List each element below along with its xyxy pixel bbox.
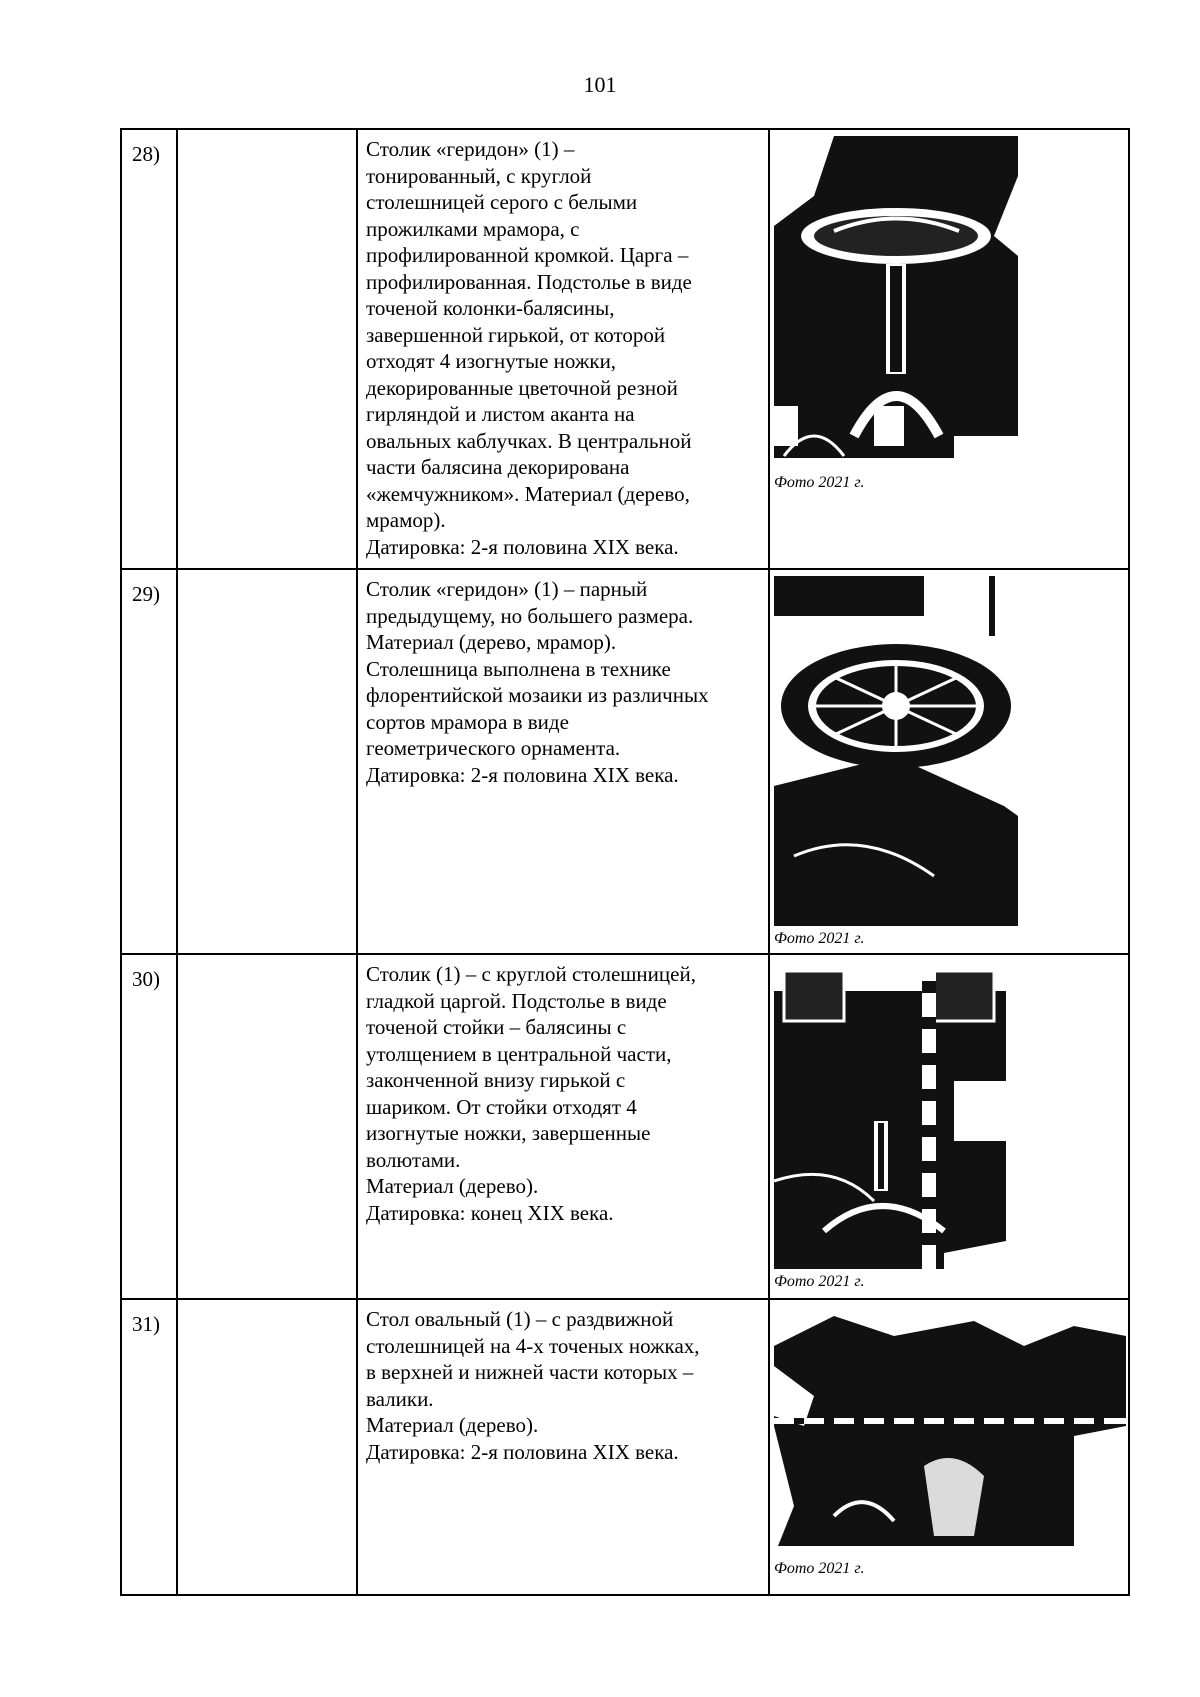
- item-number: 28): [121, 129, 177, 569]
- empty-cell: [177, 569, 357, 954]
- description-line: флорентийской мозаики из различных: [366, 683, 709, 707]
- description-line: части балясина декорирована: [366, 455, 630, 479]
- description-line: в верхней и нижней части которых –: [366, 1360, 694, 1384]
- description-line: Датировка: 2-я половина XIX века.: [366, 1439, 679, 1464]
- gueridon-table-photo: [774, 136, 1018, 470]
- oval-table-photo: [774, 1306, 1126, 1556]
- mosaic-table-photo: [774, 576, 1018, 926]
- description-line: Стол овальный (1) – с раздвижной: [366, 1307, 674, 1331]
- description-line: геометрического орнамента.: [366, 736, 621, 760]
- description-line: утолщением в центральной части,: [366, 1041, 672, 1066]
- description-line: Столик «геридон» (1) –: [366, 137, 575, 161]
- description-line: Датировка: 2-я половина XIX века.: [366, 534, 679, 559]
- description-line: профилированной кромкой. Царга –: [366, 243, 689, 267]
- table-row: [121, 129, 1129, 569]
- item-description: [357, 129, 769, 569]
- description-line: отходят 4 изогнутые ножки,: [366, 349, 617, 373]
- photo-cell: [769, 569, 1129, 954]
- description-line: волютами.: [366, 1147, 461, 1172]
- description-line: прожилками мрамора, с: [366, 216, 580, 241]
- description-line: точеной стойки – балясины с: [366, 1015, 627, 1039]
- photo-cell: [769, 1299, 1129, 1595]
- item-description: [357, 1299, 769, 1595]
- empty-cell: [177, 129, 357, 569]
- photo-caption: Фото 2021 г.: [774, 930, 865, 947]
- description-line: столешницей серого с белыми: [366, 190, 638, 214]
- description-line: Столешница выполнена в технике: [366, 656, 671, 681]
- round-table-photo: [774, 961, 1006, 1269]
- description-line: тонированный, с круглой: [366, 163, 592, 188]
- description-line: гирляндой и листом аканта на: [366, 402, 635, 426]
- description-line: точеной колонки-балясины,: [366, 296, 615, 320]
- description-line: завершенной гирькой, от которой: [366, 322, 666, 347]
- description-line: сортов мрамора в виде: [366, 709, 569, 734]
- empty-cell: [177, 1299, 357, 1595]
- description-line: Столик «геридон» (1) – парный: [366, 577, 648, 601]
- empty-cell: [177, 954, 357, 1299]
- photo-cell: [769, 954, 1129, 1299]
- description-line: мрамор).: [366, 508, 446, 532]
- table-row: [121, 569, 1129, 954]
- description-line: «жемчужником». Материал (дерево,: [366, 481, 690, 506]
- photo-caption: Фото 2021 г.: [774, 474, 865, 491]
- description-line: Материал (дерево).: [366, 1174, 539, 1198]
- description-line: профилированная. Подстолье в виде: [366, 269, 692, 294]
- description-line: Датировка: 2-я половина XIX века.: [366, 762, 679, 787]
- description-line: законченной внизу гирькой с: [366, 1068, 626, 1092]
- description-line: столешницей на 4-х точеных ножках,: [366, 1333, 700, 1358]
- description-line: Столик (1) – с круглой столешницей,: [366, 962, 696, 986]
- page-number: 101: [583, 72, 617, 97]
- description-line: шариком. От стойки отходят 4: [366, 1094, 637, 1119]
- description-line: гладкой царгой. Подстолье в виде: [366, 988, 667, 1013]
- item-description: [357, 569, 769, 954]
- description-line: Материал (дерево).: [366, 1413, 539, 1437]
- description-line: овальных каблучках. В центральной: [366, 428, 692, 453]
- inventory-table: [120, 128, 1130, 1596]
- item-number: 30): [121, 954, 177, 1299]
- table-row: [121, 1299, 1129, 1595]
- description-line: декорированные цветочной резной: [366, 375, 678, 400]
- photo-caption: Фото 2021 г.: [774, 1273, 865, 1290]
- description-line: изогнутые ножки, завершенные: [366, 1121, 651, 1145]
- description-line: предыдущему, но большего размера.: [366, 603, 694, 628]
- table-row: [121, 954, 1129, 1299]
- photo-cell: [769, 129, 1129, 569]
- photo-caption: Фото 2021 г.: [774, 1560, 865, 1577]
- item-description: [357, 954, 769, 1299]
- item-number: 29): [121, 569, 177, 954]
- description-line: валики.: [366, 1386, 434, 1411]
- item-number: 31): [121, 1299, 177, 1595]
- description-line: Датировка: конец XIX века.: [366, 1200, 614, 1225]
- description-line: Материал (дерево, мрамор).: [366, 630, 617, 654]
